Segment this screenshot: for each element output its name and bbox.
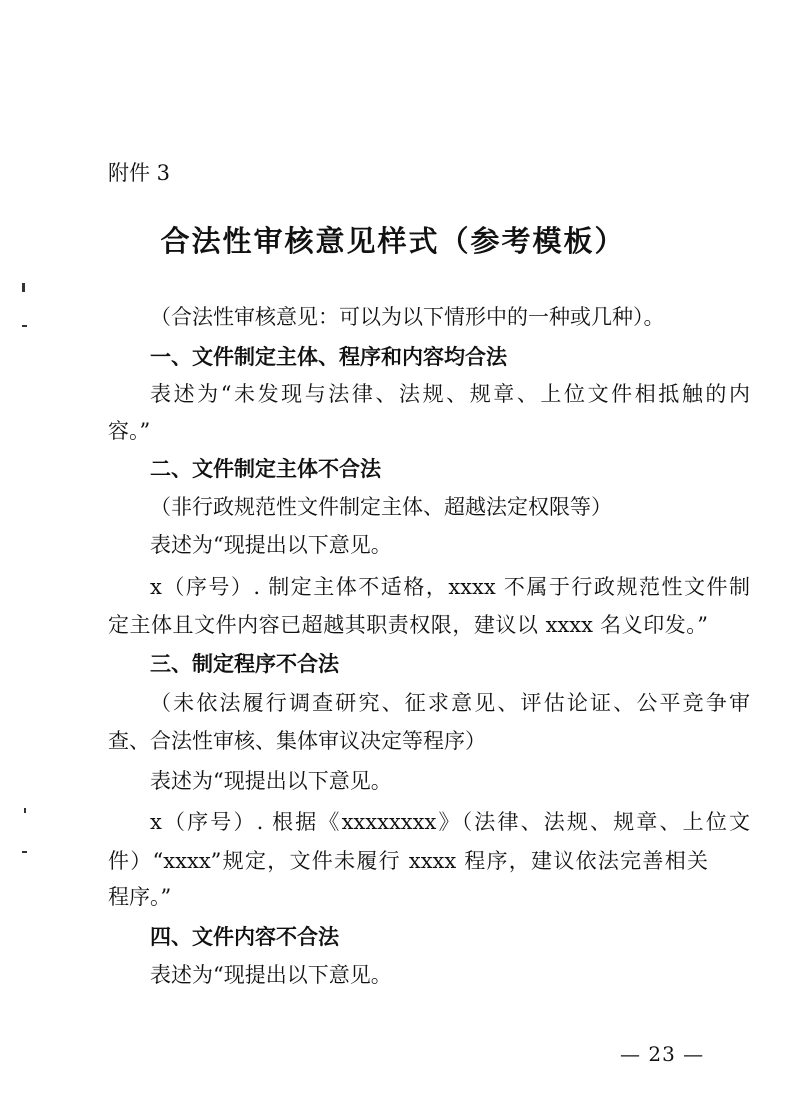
paragraph-line: 表述为“现提出以下意见。	[150, 769, 392, 793]
paragraph-line: 表述为“现提出以下意见。	[150, 533, 392, 557]
section-heading-4: 四、文件内容不合法	[150, 925, 339, 949]
scan-mark	[22, 283, 25, 292]
paragraph-line: （非行政规范性文件制定主体、超越法定权限等）	[150, 495, 612, 519]
section-heading-1: 一、文件制定主体、程序和内容均合法	[150, 345, 507, 369]
section-heading-3: 三、制定程序不合法	[150, 652, 339, 676]
scan-mark	[24, 808, 26, 813]
scan-mark	[22, 325, 27, 327]
paragraph-line: 表述为“未发现与法律、法规、规章、上位文件相抵触的内	[150, 382, 750, 406]
paragraph-line: 表述为“现提出以下意见。	[150, 963, 392, 987]
paragraph-line: 件）“xxxx”规定，文件未履行 xxxx 程序，建议依法完善相关	[108, 849, 708, 873]
paragraph-line: 容。”	[108, 419, 151, 443]
annex-label: 附件 3	[108, 161, 171, 185]
scan-mark	[22, 851, 27, 853]
paragraph-line: 程序。”	[108, 885, 172, 909]
section-heading-2: 二、文件制定主体不合法	[150, 457, 381, 481]
page-number: — 23 —	[620, 1042, 705, 1066]
intro-paragraph: （合法性审核意见：可以为以下情形中的一种或几种）。	[150, 305, 665, 329]
paragraph-line: 查、合法性审核、集体审议决定等程序）	[108, 729, 486, 753]
document-title: 合法性审核意见样式（参考模板）	[160, 224, 626, 258]
paragraph-line: x（序号）. 制定主体不适格，xxxx 不属于行政规范性文件制	[150, 575, 750, 599]
paragraph-line: （未依法履行调查研究、征求意见、评估论证、公平竞争审	[150, 691, 750, 715]
paragraph-line: x（序号）. 根据《xxxxxxxx》（法律、法规、规章、上位文	[150, 810, 750, 834]
paragraph-line: 定主体且文件内容已超越其职责权限，建议以 xxxx 名义印发。”	[108, 613, 708, 637]
